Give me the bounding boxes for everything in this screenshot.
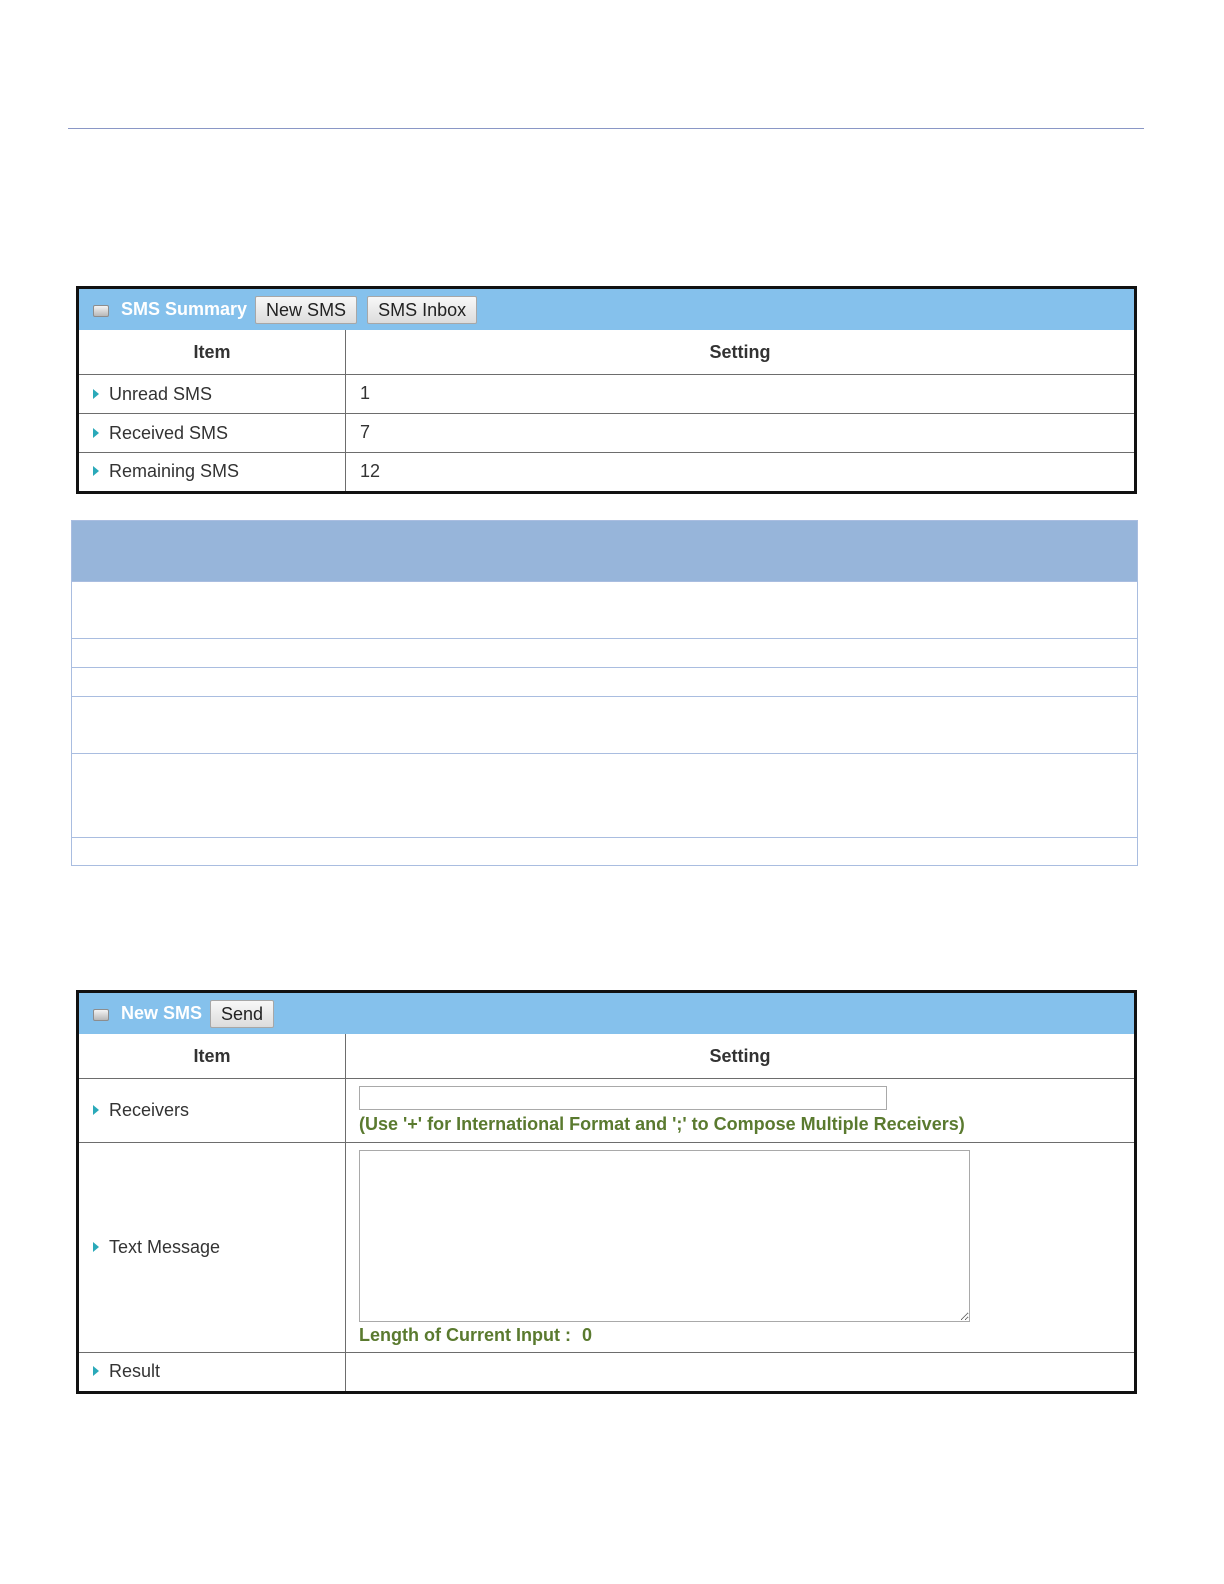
top-divider xyxy=(68,128,1144,129)
caret-right-icon xyxy=(93,389,99,399)
caret-right-icon xyxy=(93,1242,99,1252)
new-sms-panel xyxy=(76,990,1137,1394)
item-column-header: Item xyxy=(79,330,346,375)
item-column-header: Item xyxy=(79,1034,346,1079)
sms-summary-title: SMS Summary xyxy=(121,299,248,319)
table-row xyxy=(72,837,1137,865)
send-button[interactable]: Send xyxy=(210,1000,274,1028)
row-label: Unread SMS xyxy=(109,383,213,404)
new-sms-table xyxy=(79,1034,1134,1391)
table-row xyxy=(79,414,1134,453)
table-row xyxy=(79,453,1134,491)
setting-column-header: Setting xyxy=(346,1034,1135,1079)
table-row xyxy=(72,667,1137,696)
table-row xyxy=(72,753,1137,837)
text-message-row xyxy=(79,1143,1134,1353)
receivers-hint: (Use '+' for International Format and ';' to Compose Multiple Receivers) xyxy=(359,1114,965,1134)
sms-summary-panel xyxy=(76,286,1137,494)
receivers-input[interactable] xyxy=(359,1086,887,1110)
description-table xyxy=(71,520,1138,866)
new-sms-title: New SMS xyxy=(121,1003,203,1023)
new-sms-button[interactable]: New SMS xyxy=(255,296,357,324)
length-value: 0 xyxy=(581,1324,592,1345)
row-value: 7 xyxy=(346,414,1135,453)
row-value: 1 xyxy=(346,375,1135,414)
result-row xyxy=(79,1353,1134,1391)
receivers-row xyxy=(79,1079,1134,1143)
panel-icon xyxy=(93,305,109,317)
row-value: 12 xyxy=(346,453,1135,491)
table-row xyxy=(72,581,1137,638)
text-message-textarea[interactable] xyxy=(359,1150,970,1322)
caret-right-icon xyxy=(93,1105,99,1115)
row-label: Received SMS xyxy=(109,422,229,443)
panel-icon xyxy=(93,1009,109,1021)
result-label: Result xyxy=(109,1361,161,1382)
sms-inbox-button[interactable]: SMS Inbox xyxy=(367,296,477,324)
table-row xyxy=(72,696,1137,753)
description-table-header xyxy=(72,521,1137,581)
sms-summary-header xyxy=(79,289,1134,330)
setting-column-header: Setting xyxy=(346,330,1135,375)
new-sms-header xyxy=(79,993,1134,1034)
result-value xyxy=(346,1353,1135,1391)
caret-right-icon xyxy=(93,466,99,476)
caret-right-icon xyxy=(93,1366,99,1376)
sms-summary-table xyxy=(79,330,1134,491)
table-row xyxy=(79,375,1134,414)
row-label: Remaining SMS xyxy=(109,461,240,482)
caret-right-icon xyxy=(93,428,99,438)
length-label: Length of Current Input : xyxy=(359,1324,571,1345)
table-row xyxy=(72,638,1137,667)
text-message-label: Text Message xyxy=(109,1237,221,1257)
receivers-label: Receivers xyxy=(109,1100,190,1120)
